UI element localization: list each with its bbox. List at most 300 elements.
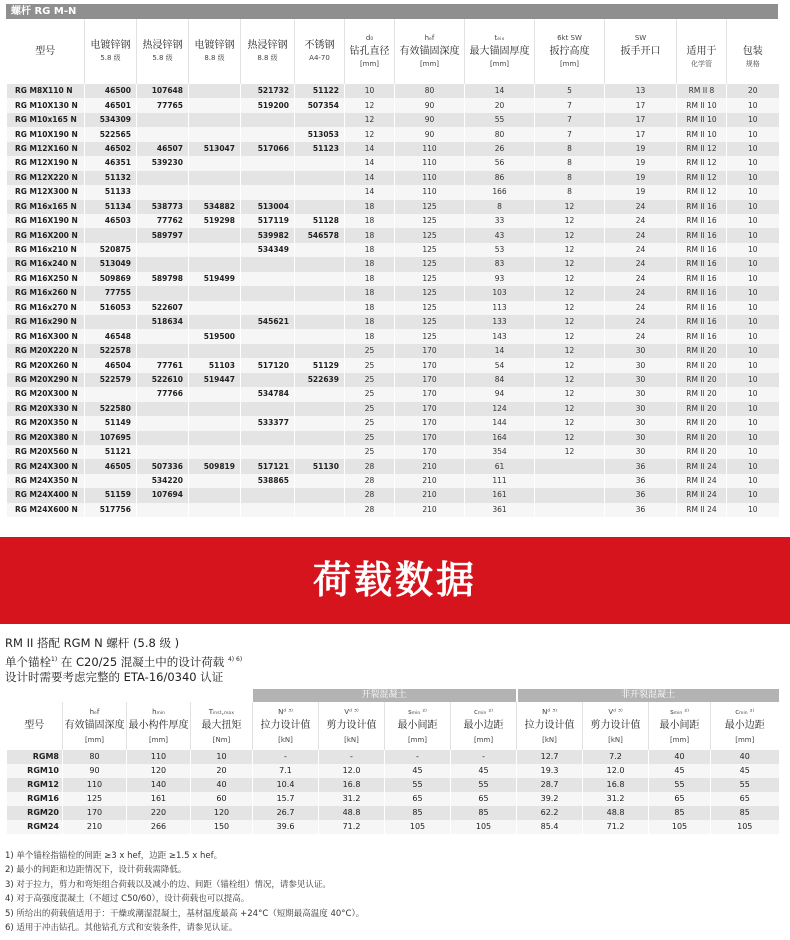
- table-cell: 107648: [137, 84, 189, 98]
- table-cell: 10: [727, 200, 779, 214]
- table-cell: 12: [535, 272, 605, 286]
- table-cell: [295, 488, 345, 502]
- table-cell: 133: [465, 315, 535, 329]
- table-cell: 46507: [137, 142, 189, 156]
- table-cell: 30: [605, 358, 677, 372]
- table-cell: 14: [345, 142, 395, 156]
- table-cell: 517756: [85, 503, 137, 517]
- table-cell: 25: [345, 445, 395, 459]
- table-cell: RM II 20: [677, 445, 727, 459]
- table-row: [7, 228, 779, 242]
- model-cell: RGM16: [7, 792, 63, 806]
- table-cell: 166: [465, 185, 535, 199]
- table-cell: [295, 113, 345, 127]
- table-cell: 10: [345, 84, 395, 98]
- table-cell: 28: [345, 474, 395, 488]
- table-row: [7, 315, 779, 329]
- table-cell: 513047: [189, 142, 241, 156]
- table-cell: [241, 113, 295, 127]
- table-cell: [295, 431, 345, 445]
- table-cell: 39.6: [253, 820, 319, 834]
- table-cell: 10: [727, 171, 779, 185]
- table-cell: 12: [535, 387, 605, 401]
- table-cell: 40: [191, 778, 253, 792]
- table-cell: 55: [451, 778, 517, 792]
- table-row: [7, 750, 779, 764]
- table-cell: 51103: [189, 358, 241, 372]
- table-cell: RM II 24: [677, 474, 727, 488]
- table-cell: [241, 301, 295, 315]
- table-cell: [137, 445, 189, 459]
- model-cell: RGM12: [7, 778, 63, 792]
- table2-header-col-6: cₘᵢₙ ²⁾ 最小边距 [mm]: [451, 702, 517, 750]
- table-cell: 24: [605, 315, 677, 329]
- table-cell: [189, 344, 241, 358]
- table1-header-col-11: 包装 规格: [727, 19, 779, 84]
- table-cell: [137, 344, 189, 358]
- table-cell: 7: [535, 127, 605, 141]
- table-cell: 77755: [85, 286, 137, 300]
- table-cell: [189, 156, 241, 170]
- table-cell: 24: [605, 257, 677, 271]
- table-cell: 10: [727, 445, 779, 459]
- table-cell: 51122: [295, 84, 345, 98]
- table2-header-col-8: Vᵈ ³⁾ 剪力设计值 [kN]: [583, 702, 649, 750]
- table-cell: 28: [345, 488, 395, 502]
- table1-header-col-7: tₑᵢₓ 最大锚固厚度 [mm]: [465, 19, 535, 84]
- table-cell: RM II 20: [677, 373, 727, 387]
- table-cell: 45: [385, 764, 451, 778]
- table-cell: 15.7: [253, 792, 319, 806]
- table-cell: 10: [727, 185, 779, 199]
- table-cell: 8: [535, 171, 605, 185]
- table-cell: 103: [465, 286, 535, 300]
- table-cell: 18: [345, 272, 395, 286]
- table-row: [7, 200, 779, 214]
- table2-header-col-4: Vᵈ ³⁾ 剪力设计值 [kN]: [319, 702, 385, 750]
- table-cell: 46501: [85, 98, 137, 112]
- table-cell: 12: [535, 329, 605, 343]
- table-cell: RM II 20: [677, 416, 727, 430]
- model-cell: RG M12X160 N: [7, 142, 85, 156]
- table2-header-col-2: Tᵢₙₛₜ,ₘₐₓ 最大扭矩 [Nm]: [191, 702, 253, 750]
- table-cell: RM II 16: [677, 286, 727, 300]
- table1-header-col-9: SW 扳手开口: [605, 19, 677, 84]
- table-cell: 8: [535, 156, 605, 170]
- table-cell: 10: [727, 156, 779, 170]
- table-cell: 77761: [137, 358, 189, 372]
- model-cell: RGM10: [7, 764, 63, 778]
- table-cell: 10: [727, 301, 779, 315]
- table-cell: 18: [345, 243, 395, 257]
- table-cell: [295, 272, 345, 286]
- table-cell: [295, 402, 345, 416]
- model-cell: RG M24X600 N: [7, 503, 85, 517]
- table-cell: RM II 24: [677, 488, 727, 502]
- table-cell: 170: [395, 402, 465, 416]
- table-cell: 509869: [85, 272, 137, 286]
- table-cell: [241, 431, 295, 445]
- table-cell: [189, 286, 241, 300]
- table-cell: 170: [395, 445, 465, 459]
- model-cell: RG M20X220 N: [7, 344, 85, 358]
- table-cell: 10: [727, 488, 779, 502]
- table-cell: 522639: [295, 373, 345, 387]
- table-row: [7, 142, 779, 156]
- table-cell: 10: [727, 402, 779, 416]
- table-cell: 12: [535, 416, 605, 430]
- table-cell: 30: [605, 445, 677, 459]
- table-cell: 170: [395, 416, 465, 430]
- table-cell: 83: [465, 257, 535, 271]
- table-cell: 513049: [85, 257, 137, 271]
- table-cell: 110: [63, 778, 127, 792]
- table-cell: 12: [535, 358, 605, 372]
- table-cell: [137, 185, 189, 199]
- table-cell: [137, 243, 189, 257]
- table-cell: 12: [535, 445, 605, 459]
- table-cell: RM II 16: [677, 214, 727, 228]
- table-cell: 120: [127, 764, 191, 778]
- table-cell: 125: [395, 315, 465, 329]
- footnote-2: 2) 最小的间距和边距情况下，设计荷载需降低。: [5, 865, 187, 876]
- table-cell: 55: [465, 113, 535, 127]
- table-cell: 519500: [189, 329, 241, 343]
- table-row: [7, 792, 779, 806]
- table-cell: [189, 257, 241, 271]
- table1-header-col-3: 热浸锌钢 8.8 级: [241, 19, 295, 84]
- table-cell: 85: [451, 806, 517, 820]
- table2-header-col-3: Nᵈ ³⁾ 拉力设计值 [kN]: [253, 702, 319, 750]
- table-cell: 19: [605, 185, 677, 199]
- table-cell: 12: [535, 214, 605, 228]
- model-cell: RG M16x165 N: [7, 200, 85, 214]
- table-cell: 143: [465, 329, 535, 343]
- model-cell: RG M24X350 N: [7, 474, 85, 488]
- table-cell: [189, 488, 241, 502]
- table-cell: 90: [63, 764, 127, 778]
- table-cell: 538865: [241, 474, 295, 488]
- table-cell: 105: [385, 820, 451, 834]
- table-row: [7, 257, 779, 271]
- table-cell: 18: [345, 329, 395, 343]
- table-cell: 12: [535, 344, 605, 358]
- table-cell: 8: [535, 142, 605, 156]
- table-cell: [85, 474, 137, 488]
- footnote-5: 5) 所给出的荷载值适用于：干燥或潮湿混凝土，基材温度最高 +24°C（短期最高温度 40°C）。: [5, 908, 365, 919]
- table-cell: 90: [395, 127, 465, 141]
- table-cell: 25: [345, 373, 395, 387]
- table-cell: [295, 171, 345, 185]
- table-cell: 517119: [241, 214, 295, 228]
- table-cell: 18: [345, 214, 395, 228]
- table-cell: 589797: [137, 228, 189, 242]
- table-cell: 86: [465, 171, 535, 185]
- table-cell: -: [451, 750, 517, 764]
- table-cell: 43: [465, 228, 535, 242]
- table-cell: [295, 185, 345, 199]
- table-cell: 12: [535, 373, 605, 387]
- table-cell: [85, 387, 137, 401]
- table-cell: 80: [63, 750, 127, 764]
- table-cell: 36: [605, 459, 677, 473]
- table-title-bar: 螺杆 RG M-N: [6, 4, 778, 19]
- table-cell: 534349: [241, 243, 295, 257]
- table-cell: 210: [395, 459, 465, 473]
- table-cell: 31.2: [319, 792, 385, 806]
- table-cell: 12: [535, 228, 605, 242]
- table-cell: RM II 16: [677, 228, 727, 242]
- table-cell: 36: [605, 503, 677, 517]
- intro-line-1: RM II 搭配 RGM N 螺杆 (5.8 级 ): [5, 636, 180, 650]
- table-cell: 12: [535, 200, 605, 214]
- table-row: [7, 171, 779, 185]
- table1-header-col-8: 6kt SW 扳拧高度 [mm]: [535, 19, 605, 84]
- table-cell: 125: [395, 329, 465, 343]
- table-cell: 60: [191, 792, 253, 806]
- table-cell: 46503: [85, 214, 137, 228]
- table-cell: 164: [465, 431, 535, 445]
- table-cell: 7: [535, 113, 605, 127]
- table1-header-col-10: 适用于 化学管: [677, 19, 727, 84]
- table-cell: [189, 171, 241, 185]
- table-cell: [295, 329, 345, 343]
- table-cell: [189, 416, 241, 430]
- footnotes: [5, 849, 785, 935]
- table-cell: [189, 243, 241, 257]
- table-cell: 51133: [85, 185, 137, 199]
- table-cell: [295, 243, 345, 257]
- table-row: [7, 156, 779, 170]
- table-cell: 14: [345, 156, 395, 170]
- table-cell: RM II 20: [677, 344, 727, 358]
- table-cell: [137, 431, 189, 445]
- table-cell: 12.0: [583, 764, 649, 778]
- table-cell: [189, 185, 241, 199]
- table-cell: 65: [451, 792, 517, 806]
- table-cell: 36: [605, 488, 677, 502]
- table-cell: [295, 301, 345, 315]
- table-row: [7, 344, 779, 358]
- table-cell: 12: [535, 301, 605, 315]
- table-cell: RM II 10: [677, 98, 727, 112]
- footnote-4: 4) 对于高强度混凝土（不超过 C50/60），设计荷载也可以提高。: [5, 894, 250, 905]
- model-cell: RG M20X560 N: [7, 445, 85, 459]
- table-cell: 24: [605, 272, 677, 286]
- table-cell: [189, 301, 241, 315]
- table-cell: [241, 272, 295, 286]
- table-cell: 10: [727, 142, 779, 156]
- table-cell: 516053: [85, 301, 137, 315]
- table-cell: 170: [395, 373, 465, 387]
- table-cell: [241, 445, 295, 459]
- table-cell: 12: [535, 257, 605, 271]
- table-cell: 28: [345, 459, 395, 473]
- table-cell: 170: [395, 431, 465, 445]
- table-cell: 125: [395, 257, 465, 271]
- table-row: [7, 301, 779, 315]
- table-cell: 111: [465, 474, 535, 488]
- table1-header-col-0: 电镀锌钢 5.8 级: [85, 19, 137, 84]
- table-cell: 20: [727, 84, 779, 98]
- table-cell: 18: [345, 315, 395, 329]
- table-cell: 19: [605, 156, 677, 170]
- table1-header-col-2: 电镀锌钢 8.8 级: [189, 19, 241, 84]
- table-cell: 354: [465, 445, 535, 459]
- table-cell: 10: [727, 98, 779, 112]
- load-data-banner: 荷载数据: [0, 537, 790, 624]
- table-cell: 24: [605, 286, 677, 300]
- table-cell: [137, 416, 189, 430]
- table-cell: 14: [465, 84, 535, 98]
- table-cell: 113: [465, 301, 535, 315]
- table-cell: 30: [605, 416, 677, 430]
- table-cell: RM II 20: [677, 402, 727, 416]
- table-row: [7, 806, 779, 820]
- model-cell: RG M12X300 N: [7, 185, 85, 199]
- table-cell: [241, 171, 295, 185]
- table-cell: [295, 445, 345, 459]
- table2-header-col-7: Nᵈ ³⁾ 拉力设计值 [kN]: [517, 702, 583, 750]
- table-cell: 46351: [85, 156, 137, 170]
- table-row: [7, 98, 779, 112]
- table-cell: 105: [649, 820, 711, 834]
- table-cell: RM II 12: [677, 142, 727, 156]
- table-cell: 105: [451, 820, 517, 834]
- table-cell: 51134: [85, 200, 137, 214]
- table-cell: 517066: [241, 142, 295, 156]
- table-cell: 546578: [295, 228, 345, 242]
- table-cell: 36: [605, 474, 677, 488]
- table-cell: 10: [727, 459, 779, 473]
- model-cell: RG M8X110 N: [7, 84, 85, 98]
- product-table-header: [7, 19, 779, 84]
- table-cell: 10: [727, 228, 779, 242]
- table-cell: 26.7: [253, 806, 319, 820]
- table-cell: 513004: [241, 200, 295, 214]
- table-cell: 28.7: [517, 778, 583, 792]
- table-cell: 55: [649, 778, 711, 792]
- model-cell: RGM20: [7, 806, 63, 820]
- table-cell: [137, 113, 189, 127]
- model-cell: RG M16x290 N: [7, 315, 85, 329]
- table-cell: 25: [345, 416, 395, 430]
- table-cell: 170: [63, 806, 127, 820]
- table-cell: 7.2: [583, 750, 649, 764]
- table-cell: 110: [395, 156, 465, 170]
- model-cell: RG M16x210 N: [7, 243, 85, 257]
- table-cell: 51128: [295, 214, 345, 228]
- table-cell: 85: [385, 806, 451, 820]
- model-cell: RG M20X350 N: [7, 416, 85, 430]
- table-row: [7, 358, 779, 372]
- table-cell: 124: [465, 402, 535, 416]
- table-cell: 24: [605, 228, 677, 242]
- table-row: [7, 113, 779, 127]
- table-cell: [189, 315, 241, 329]
- table-cell: 125: [395, 286, 465, 300]
- table-cell: 65: [711, 792, 779, 806]
- table-row: [7, 214, 779, 228]
- table-cell: 16.8: [319, 778, 385, 792]
- table-cell: [295, 503, 345, 517]
- table-cell: 110: [395, 185, 465, 199]
- table-cell: 522578: [85, 344, 137, 358]
- table-cell: [295, 315, 345, 329]
- table-cell: [241, 373, 295, 387]
- table-cell: 61: [465, 459, 535, 473]
- table-row: [7, 445, 779, 459]
- table-cell: 71.2: [583, 820, 649, 834]
- model-cell: RG M20X330 N: [7, 402, 85, 416]
- table-cell: 361: [465, 503, 535, 517]
- table-cell: 517120: [241, 358, 295, 372]
- table-cell: 519298: [189, 214, 241, 228]
- table-cell: 65: [385, 792, 451, 806]
- table-row: [7, 488, 779, 502]
- table-cell: 19: [605, 171, 677, 185]
- table-cell: [295, 474, 345, 488]
- model-cell: RG M24X400 N: [7, 488, 85, 502]
- table-cell: 519499: [189, 272, 241, 286]
- model-cell: RG M20X380 N: [7, 431, 85, 445]
- table2-header-col-5: sₘᵢₙ ²⁾ 最小间距 [mm]: [385, 702, 451, 750]
- table-cell: 7.1: [253, 764, 319, 778]
- table1-header-col-6: hₑf 有效锚固深度 [mm]: [395, 19, 465, 84]
- table-cell: 10: [727, 272, 779, 286]
- table-row: [7, 272, 779, 286]
- table-cell: 266: [127, 820, 191, 834]
- table-cell: 517121: [241, 459, 295, 473]
- table-cell: 140: [127, 778, 191, 792]
- table-cell: [189, 228, 241, 242]
- table-cell: [189, 113, 241, 127]
- table-cell: 110: [395, 171, 465, 185]
- table-cell: 46502: [85, 142, 137, 156]
- intro-line-3: 设计时需要考虑完整的 ETA-16/0340 认证: [5, 669, 224, 684]
- table-cell: [189, 98, 241, 112]
- table-cell: 51121: [85, 445, 137, 459]
- table-cell: [241, 127, 295, 141]
- table-row: [7, 387, 779, 401]
- table-cell: 10: [727, 358, 779, 372]
- table-cell: 55: [711, 778, 779, 792]
- table-cell: 31.2: [583, 792, 649, 806]
- table-cell: 12: [535, 286, 605, 300]
- table-cell: [189, 402, 241, 416]
- table-cell: 77765: [137, 98, 189, 112]
- table-cell: RM II 16: [677, 257, 727, 271]
- table-row: [7, 286, 779, 300]
- table-cell: 538773: [137, 200, 189, 214]
- table-cell: RM II 10: [677, 127, 727, 141]
- table-cell: 19.3: [517, 764, 583, 778]
- table-cell: 65: [649, 792, 711, 806]
- model-cell: RG M16X250 N: [7, 272, 85, 286]
- table-cell: 77766: [137, 387, 189, 401]
- product-table: [6, 19, 779, 517]
- table-cell: [189, 431, 241, 445]
- table-cell: 513053: [295, 127, 345, 141]
- table-cell: 39.2: [517, 792, 583, 806]
- table-row: [7, 402, 779, 416]
- table-cell: 522610: [137, 373, 189, 387]
- load-data-intro: [5, 636, 242, 685]
- table-cell: RM II 12: [677, 156, 727, 170]
- model-cell: RG M20X290 N: [7, 373, 85, 387]
- table-cell: 45: [451, 764, 517, 778]
- table-cell: 25: [345, 358, 395, 372]
